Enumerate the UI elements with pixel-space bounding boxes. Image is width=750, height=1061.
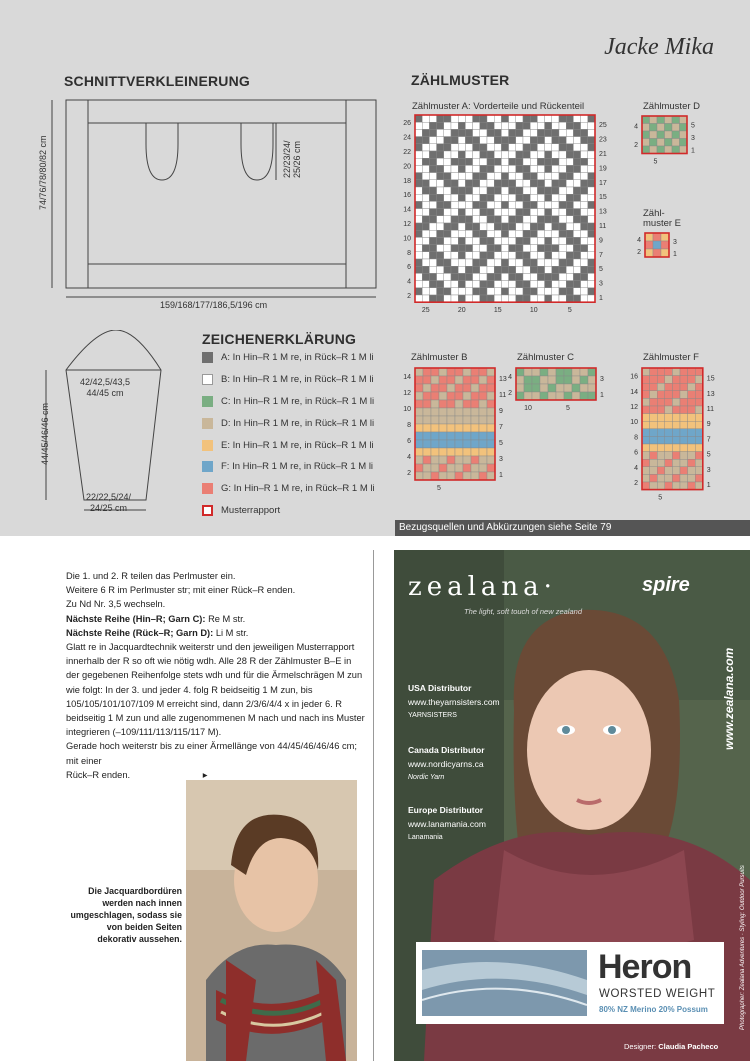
chart-tick-label: 2	[637, 249, 641, 256]
chart-tick-label: 6	[407, 438, 411, 445]
chart-tick-label: 2	[407, 470, 411, 477]
feather-image	[422, 950, 587, 1016]
instructions-text	[66, 569, 366, 782]
charts-heading: ZÄHLMUSTER	[411, 72, 510, 88]
legend-label: F: In Hin–R 1 M re, in Rück–R 1 M li	[221, 461, 374, 473]
legend-label: Musterrapport	[221, 504, 281, 516]
chart-tick-label: 13	[599, 208, 607, 216]
chart-tick-label: 4	[407, 454, 411, 461]
chart-tick-label: 6	[407, 264, 411, 272]
chart-tick-label: 4	[634, 464, 638, 472]
legend-swatch-rapport	[202, 505, 213, 516]
chart-tick-label: 3	[691, 134, 695, 142]
chart-tick-label: 4	[508, 374, 512, 381]
chart-tick-label: 14	[403, 374, 411, 381]
photo-caption: Die Jacquardbordüren werden nach innen umgeschlagen, sodass sie von beiden Seiten dekorativ aussehen.	[70, 886, 182, 944]
chart-tick-label: 7	[499, 424, 503, 431]
chart-tick-label: 3	[600, 376, 604, 383]
chart-tick-label: 8	[407, 249, 411, 257]
chart-tick-label: 21	[599, 151, 607, 158]
legend-swatch-d	[202, 418, 213, 429]
legend-swatch-f	[202, 461, 213, 472]
instruction-line: Nächste Reihe (Rück–R; Garn D): Li M str.	[66, 627, 249, 638]
chart-tick-label: 10	[630, 419, 638, 427]
chart-b-grid	[398, 368, 512, 501]
chart-tick-label: 1	[706, 482, 711, 489]
chart-tick-label: 12	[403, 390, 411, 397]
chart-tick-label: 5	[437, 485, 441, 492]
chart-tick-label: 3	[673, 239, 677, 246]
chart-e-grid	[628, 233, 686, 278]
chart-tick-label: 4	[634, 123, 638, 131]
chart-tick-label: 19	[599, 165, 607, 173]
legend-label: D: In Hin–R 1 M re, in Rück–R 1 M li	[221, 417, 375, 429]
chart-tick-label: 11	[706, 406, 715, 413]
instruction-line: Glatt re in Jacquardtechnik weiterstr und den jeweiligen Musterrapport innerhalb der R so oft wie nötig wdh. Alle 28 R der Zählmuster B–E in der gegebenen Reihenfolge stets wdh und für die Ärmelschrägen M zun wie folgt: In der 3. und jeder 4. folg R beidseitig 1 M zun, bis 105/105/101/107/109 M erreicht sind, dann 2/3/6/4/4 x in jeder 6. R beidseitig 1 M zun und alle zugenommenen M nach und nach ins Muster integrieren (–109/111/113/115/117 M).	[66, 642, 365, 738]
legend-heading: ZEICHENERKLÄRUNG	[202, 331, 357, 347]
chart-tick-label: 16	[403, 192, 411, 200]
legend-label: E: In Hin–R 1 M re, in Rück–R 1 M li	[221, 439, 374, 451]
legend-item	[202, 500, 387, 522]
chart-tick-label: 10	[529, 307, 538, 315]
chart-tick-label: 5	[691, 122, 695, 130]
chart-e-title: Zähl- muster E	[643, 208, 682, 229]
chart-tick-label: 4	[637, 237, 641, 244]
chart-tick-label: 15	[493, 307, 502, 315]
legend-item	[202, 369, 387, 391]
distributor-europe: Europe Distributor www.lanamania.com Lanamania	[408, 805, 486, 841]
legend-swatch-b	[202, 374, 213, 385]
body-schematic	[36, 92, 386, 312]
distributor-usa: USA Distributor www.theyarnsisters.com YARNSISTERS	[408, 683, 500, 719]
chart-tick-label: 1	[691, 147, 695, 155]
legend-item	[202, 478, 387, 500]
product-box	[416, 942, 724, 1024]
chart-tick-label: 20	[403, 163, 411, 171]
chart-d-grid	[625, 116, 704, 175]
designer-credit: Designer: Claudia Pacheco	[624, 1042, 719, 1051]
chart-tick-label: 7	[599, 251, 603, 259]
product-name: Heron	[598, 948, 692, 986]
chart-tick-label: 1	[599, 295, 603, 302]
chart-tick-label: 14	[630, 388, 638, 396]
chart-tick-label: 11	[599, 223, 607, 230]
chart-tick-label: 10	[403, 406, 411, 413]
chart-c-title: Zählmuster C	[517, 352, 575, 363]
column-divider	[373, 550, 374, 1061]
chart-tick-label: 15	[706, 375, 715, 383]
chart-tick-label: 20	[457, 307, 466, 315]
chart-c-grid	[499, 368, 613, 421]
chart-tick-label: 1	[673, 251, 677, 258]
legend-item	[202, 412, 387, 434]
legend-swatch-g	[202, 483, 213, 494]
chart-tick-label: 10	[524, 405, 532, 412]
chart-tick-label: 13	[499, 376, 507, 383]
chart-tick-label: 24	[403, 134, 411, 142]
instruction-line: Weitere 6 R im Perlmuster str; mit einer Rück–R enden.	[66, 585, 296, 596]
instruction-line: Die 1. und 2. R teilen das Perlmuster ein.	[66, 571, 236, 581]
chart-tick-label: 5	[653, 158, 658, 166]
legend-list	[202, 347, 387, 521]
chart-tick-label: 17	[599, 179, 607, 187]
reference-bar: Bezugsquellen und Abkürzungen siehe Seite 79	[395, 520, 750, 536]
chart-tick-label: 3	[706, 466, 711, 474]
chart-tick-label: 6	[634, 449, 638, 457]
chart-a-grid	[398, 115, 612, 323]
brand-logo: zealana·	[408, 572, 557, 602]
chart-tick-label: 4	[407, 278, 411, 286]
chart-tick-label: 8	[407, 422, 411, 429]
chart-tick-label: 14	[403, 206, 411, 214]
product-fiber: 80% NZ Merino 20% Possum	[599, 1005, 708, 1014]
chart-tick-label: 8	[634, 434, 638, 442]
ad-side-credit: Photographer: Zealana Adventures · Styling: Outdoor Pursuits	[740, 865, 746, 1030]
chart-a-title: Zählmuster A: Vorderteile und Rückenteil	[412, 101, 585, 112]
chart-tick-label: 26	[403, 120, 411, 128]
chart-tick-label: 5	[499, 440, 503, 447]
chart-tick-label: 2	[634, 142, 638, 150]
chart-f-title: Zählmuster F	[643, 352, 699, 363]
instruction-line: Zu Nd Nr. 3,5 wechseln.	[66, 599, 166, 610]
ad-website: www.zealana.com	[722, 647, 736, 750]
yarn-advertisement	[394, 550, 750, 1061]
chart-tick-label: 15	[599, 194, 607, 202]
lower-section	[0, 536, 750, 1061]
chart-tick-label: 7	[706, 436, 711, 444]
chart-tick-label: 13	[706, 390, 715, 398]
chart-tick-label: 16	[630, 373, 638, 381]
instruction-line: Gerade hoch weiterstr bis zu einer Ärmellänge von 44/45/46/46/46 cm; mit einer	[66, 741, 357, 766]
sleeve-length-label: 44/45/46/46 cm	[40, 402, 50, 465]
chart-tick-label: 2	[407, 293, 411, 300]
chart-f-grid	[625, 368, 720, 511]
sleeve-cuff-label: 22/22,5/24/ 24/25 cm	[86, 492, 132, 513]
chart-b-title: Zählmuster B	[411, 352, 468, 363]
chart-tick-label: 9	[599, 237, 603, 245]
instruction-line: Rück–R enden. ▸	[66, 769, 208, 780]
product-weight: WORSTED WEIGHT	[599, 988, 716, 1000]
chart-tick-label: 18	[403, 177, 411, 185]
legend-item	[202, 391, 387, 413]
chart-tick-label: 5	[566, 405, 570, 412]
chart-tick-label: 11	[499, 392, 507, 399]
chart-d-title: Zählmuster D	[643, 101, 701, 112]
brand-spire-logo: spire	[642, 574, 690, 596]
chart-tick-label: 1	[499, 472, 503, 479]
legend-label: G: In Hin–R 1 M re, in Rück–R 1 M li	[221, 483, 375, 495]
legend-swatch-e	[202, 440, 213, 451]
legend-item	[202, 347, 387, 369]
continue-arrow-icon: ▸	[202, 769, 208, 780]
model-photo	[186, 780, 357, 1061]
chart-tick-label: 2	[508, 390, 512, 397]
chart-tick-label: 5	[567, 307, 572, 315]
distributor-canada: Canada Distributor www.nordicyarns.ca Nordic Yarn	[408, 745, 485, 781]
chart-tick-label: 3	[499, 456, 503, 463]
schnitt-heading: SCHNITTVERKLEINERUNG	[64, 73, 251, 89]
legend-item	[202, 434, 387, 456]
ad-tagline: The light, soft touch of new zealand	[464, 607, 582, 616]
armhole-dimension-label: 22/23/24/ 25/26 cm	[282, 140, 302, 178]
chart-tick-label: 1	[600, 392, 604, 399]
chart-tick-label: 12	[403, 221, 411, 228]
chart-tick-label: 12	[630, 404, 638, 411]
legend-label: C: In Hin–R 1 M re, in Rück–R 1 M li	[221, 395, 375, 407]
chart-tick-label: 10	[403, 235, 411, 243]
chart-tick-label: 22	[403, 149, 411, 156]
chart-tick-label: 5	[706, 451, 711, 459]
instruction-line: Nächste Reihe (Hin–R; Garn C): Re M str.	[66, 613, 246, 624]
chart-tick-label: 9	[499, 408, 503, 415]
legend-label: B: In Hin–R 1 M re, in Rück–R 1 M li	[221, 374, 374, 386]
chart-tick-label: 5	[658, 494, 663, 502]
legend-item	[202, 456, 387, 478]
chart-tick-label: 3	[599, 280, 603, 288]
chart-tick-label: 5	[599, 266, 603, 274]
chart-tick-label: 23	[599, 136, 607, 144]
pattern-title: Jacke Mika	[604, 34, 714, 60]
legend-label: A: In Hin–R 1 M re, in Rück–R 1 M li	[221, 352, 374, 364]
chart-tick-label: 25	[599, 122, 607, 130]
legend-swatch-c	[202, 396, 213, 407]
legend-swatch-a	[202, 352, 213, 363]
sleeve-top-label: 42/42,5/43,5 44/45 cm	[80, 377, 131, 398]
chart-tick-label: 25	[421, 307, 430, 315]
chart-tick-label: 2	[634, 480, 638, 487]
width-dimension-label: 159/168/177/186,5/196 cm	[160, 300, 268, 310]
height-dimension-label: 74/76/78/80/82 cm	[38, 135, 48, 210]
chart-tick-label: 9	[706, 421, 711, 429]
